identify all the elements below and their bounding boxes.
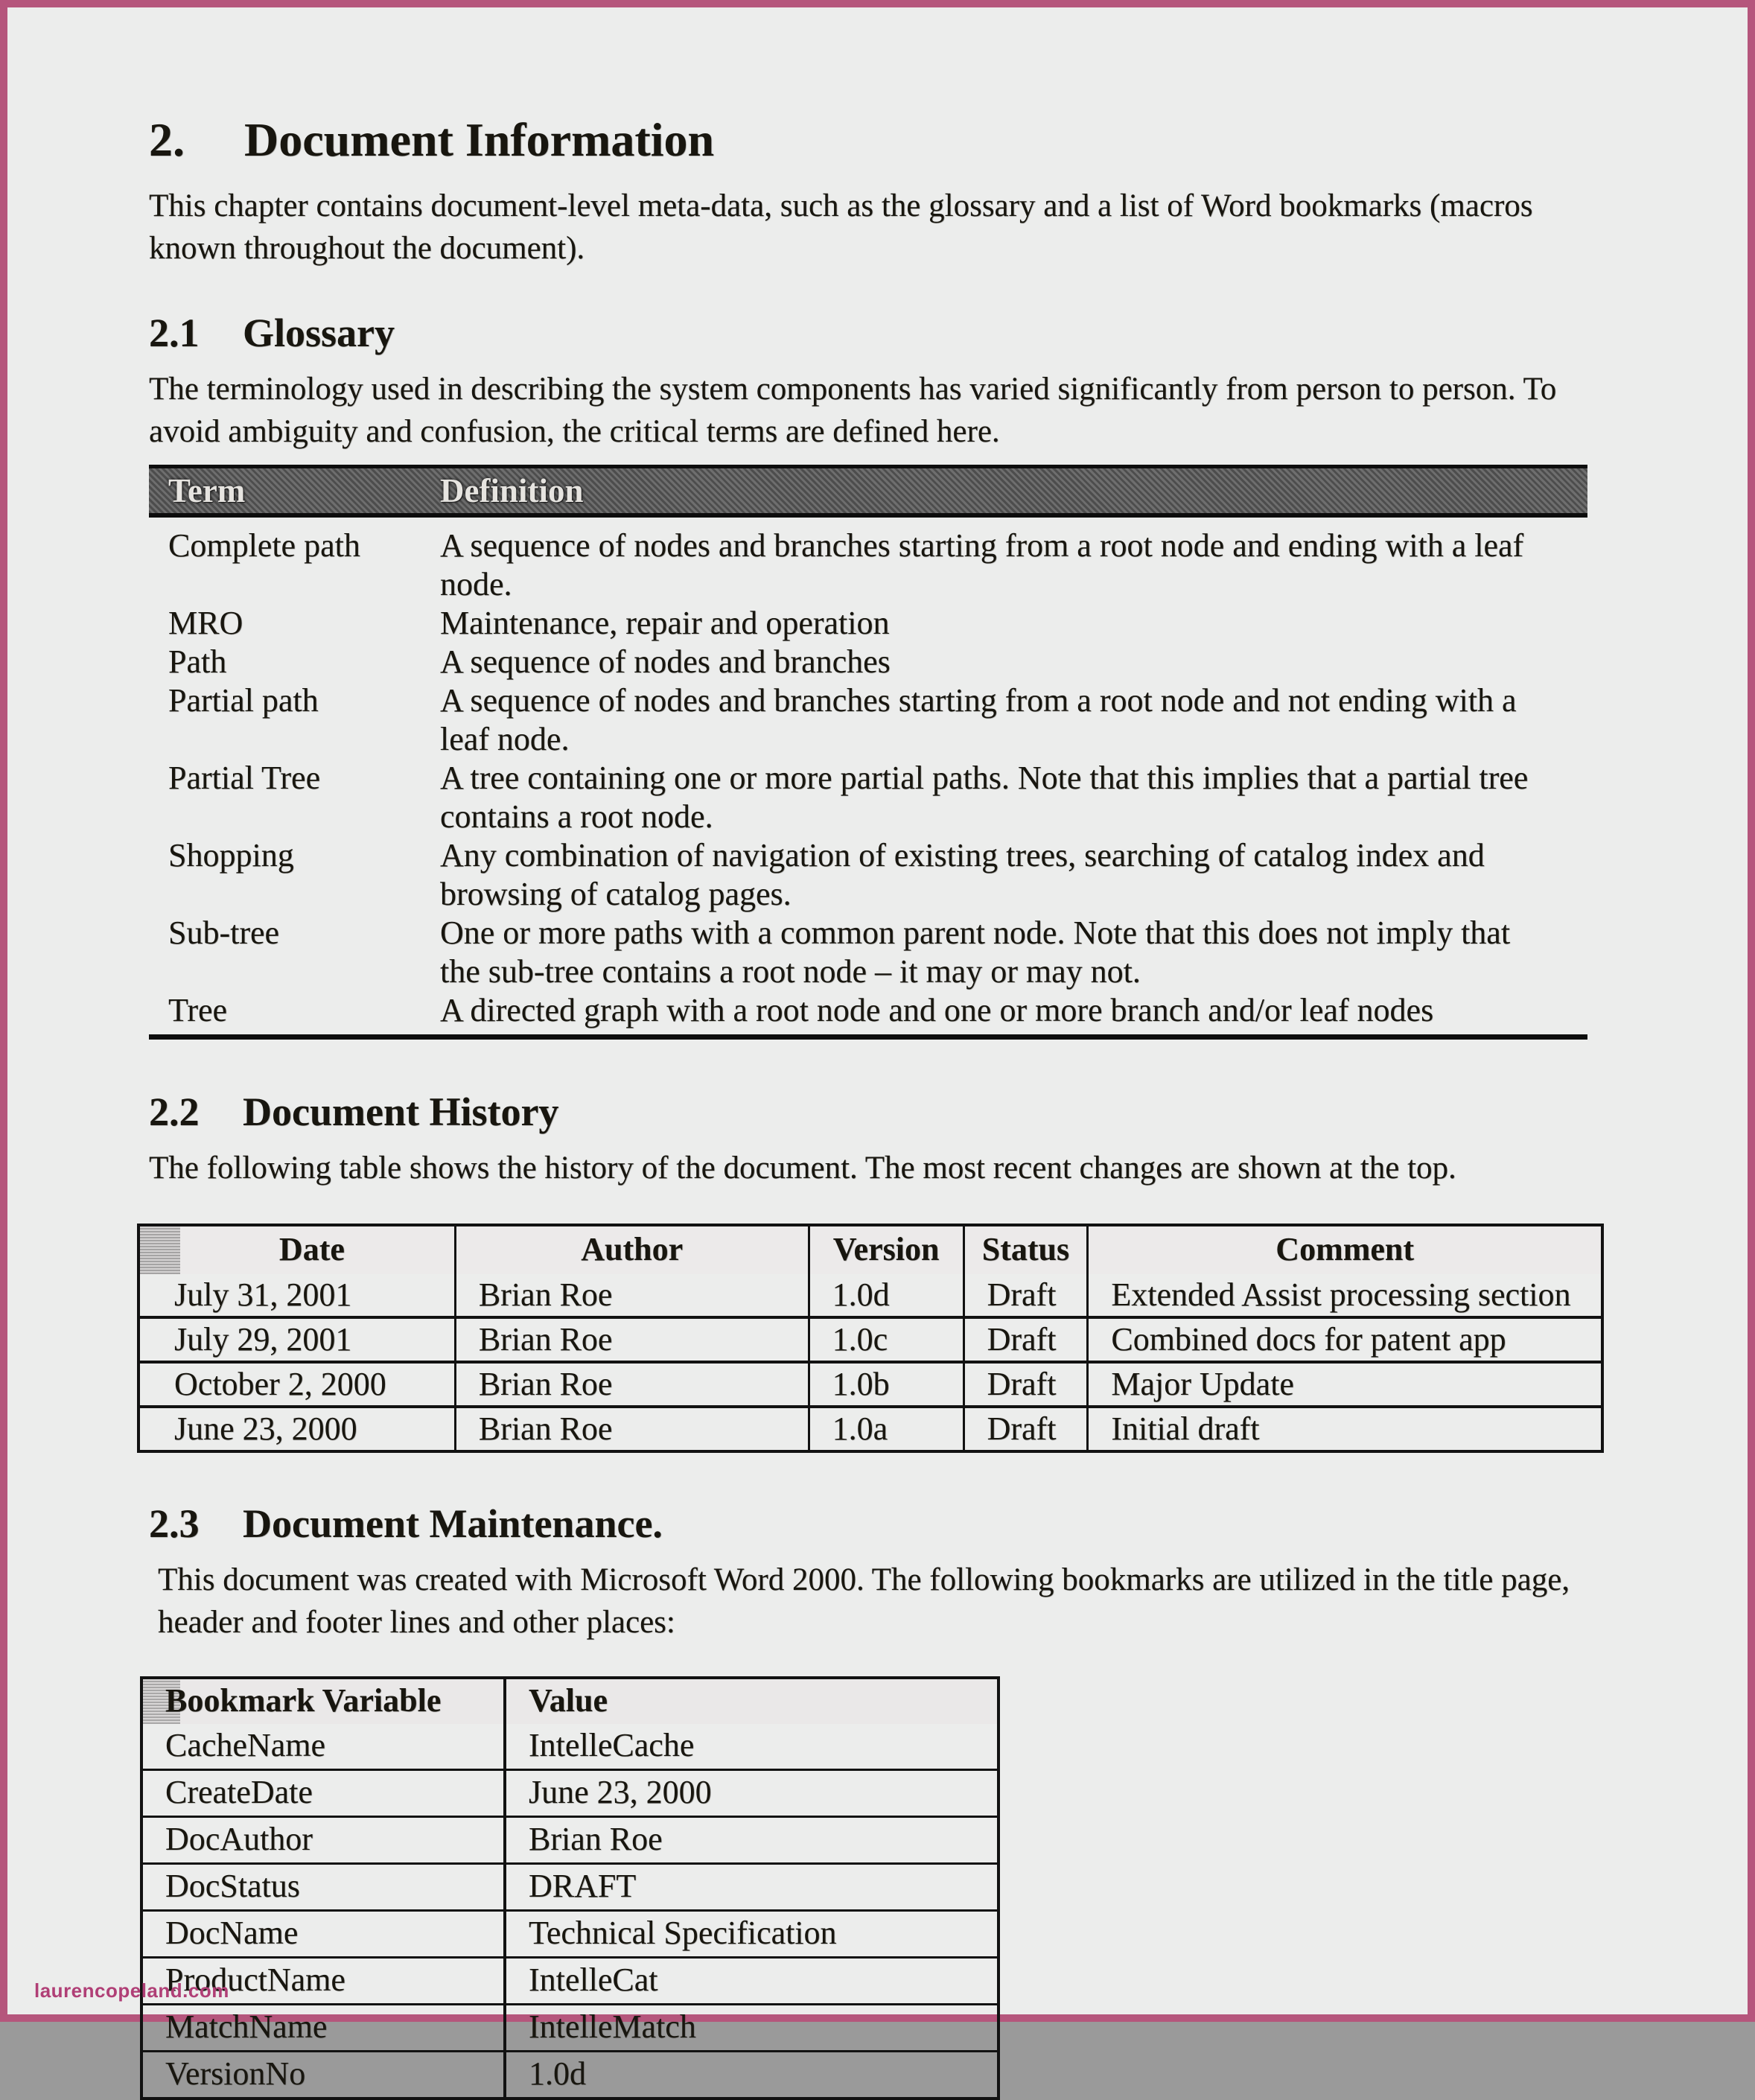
glossary-term-cell: Partial path bbox=[168, 682, 319, 719]
history-table-body bbox=[140, 1274, 1601, 1450]
glossary-table-body bbox=[149, 518, 1587, 1030]
history-author-cell: Brian Roe bbox=[454, 1408, 808, 1450]
bookmark-row bbox=[143, 1769, 997, 1816]
glossary-row bbox=[149, 914, 1587, 991]
bookmark-value-cell: 1.0d bbox=[503, 2052, 997, 2097]
glossary-row bbox=[149, 759, 1587, 836]
history-header-date: Date bbox=[140, 1226, 454, 1274]
chapter-number: 2. bbox=[149, 113, 185, 166]
bookmark-variable-cell: DocStatus bbox=[165, 1868, 300, 1904]
history-status-cell: Draft bbox=[963, 1408, 1087, 1450]
glossary-row bbox=[149, 991, 1587, 1030]
section-title-maintenance: Document Maintenance. bbox=[243, 1501, 663, 1546]
glossary-term-cell: Path bbox=[168, 643, 227, 680]
section-number-glossary: 2.1 bbox=[149, 311, 200, 355]
glossary-definition-cell: A sequence of nodes and branches starting from a root node and ending with a leaf node. bbox=[440, 527, 1524, 602]
bookmark-header-variable: Bookmark Variable bbox=[143, 1679, 503, 1724]
section-heading-history bbox=[149, 1087, 1587, 1136]
history-comment-cell: Initial draft bbox=[1086, 1408, 1601, 1450]
glossary-term-cell: Shopping bbox=[168, 837, 294, 874]
chapter-intro-paragraph: This chapter contains document-level meta-data, such as the glossary and a list of Word bookmarks (macros known throughout the document). bbox=[149, 188, 1533, 266]
history-status-cell: Draft bbox=[963, 1319, 1087, 1361]
bookmark-header-value: Value bbox=[503, 1679, 997, 1724]
section-number-history: 2.2 bbox=[149, 1089, 200, 1134]
history-version-cell: 1.0a bbox=[808, 1408, 963, 1450]
bookmark-row bbox=[143, 1816, 997, 1862]
bookmark-variable-cell: ProductName bbox=[165, 1961, 345, 1998]
bookmark-value-cell: IntelleMatch bbox=[503, 2005, 997, 2050]
history-status-cell: Draft bbox=[963, 1274, 1087, 1316]
glossary-definition-cell: A directed graph with a root node and one or more branch and/or leaf nodes bbox=[440, 992, 1434, 1028]
history-author-cell: Brian Roe bbox=[454, 1364, 808, 1405]
glossary-definition-cell: A sequence of nodes and branches starting from a root node and not ending with a leaf node. bbox=[440, 682, 1517, 757]
glossary-table-header bbox=[149, 465, 1587, 518]
history-version-cell: 1.0d bbox=[808, 1274, 963, 1316]
bookmark-row bbox=[143, 2003, 997, 2050]
history-date-cell: October 2, 2000 bbox=[174, 1366, 386, 1402]
glossary-definition-cell: A sequence of nodes and branches bbox=[440, 643, 891, 680]
history-version-cell: 1.0b bbox=[808, 1364, 963, 1405]
bookmark-value-cell: IntelleCat bbox=[503, 1959, 997, 2003]
bookmark-table bbox=[140, 1676, 1000, 2100]
history-comment-cell: Major Update bbox=[1086, 1364, 1601, 1405]
bookmark-value-cell: IntelleCache bbox=[503, 1724, 997, 1769]
history-date-cell: July 31, 2001 bbox=[174, 1276, 352, 1313]
bookmark-value-cell: Brian Roe bbox=[503, 1818, 997, 1862]
history-intro-paragraph: The following table shows the history of the document. The most recent changes are shown at the top. bbox=[149, 1151, 1456, 1186]
bookmark-row bbox=[143, 1862, 997, 1909]
glossary-term-cell: Partial Tree bbox=[168, 760, 321, 796]
glossary-intro-paragraph: The terminology used in describing the system components has varied significantly from person to person. To avoid ambiguity and confusion, the critical terms are defined here. bbox=[149, 372, 1557, 449]
glossary-row bbox=[149, 604, 1587, 643]
glossary-row bbox=[149, 681, 1587, 759]
history-version-cell: 1.0c bbox=[808, 1319, 963, 1361]
glossary-header-definition: Definition bbox=[440, 472, 584, 509]
glossary-row bbox=[149, 526, 1587, 604]
glossary-definition-cell: A tree containing one or more partial paths. Note that this implies that a partial tree contains a root node. bbox=[440, 760, 1529, 835]
watermark-text: laurencopeland.com bbox=[34, 1979, 229, 2002]
bookmark-variable-cell: DocName bbox=[165, 1915, 299, 1951]
bookmark-value-cell: Technical Specification bbox=[503, 1912, 997, 1956]
history-header-status: Status bbox=[963, 1226, 1087, 1274]
bookmark-variable-cell: CacheName bbox=[165, 1727, 325, 1763]
chapter-title bbox=[149, 112, 1587, 168]
history-row bbox=[140, 1274, 1601, 1316]
history-row bbox=[140, 1405, 1601, 1450]
history-author-cell: Brian Roe bbox=[454, 1274, 808, 1316]
history-author-cell: Brian Roe bbox=[454, 1319, 808, 1361]
bookmark-row bbox=[143, 2050, 997, 2097]
bookmark-variable-cell: CreateDate bbox=[165, 1774, 313, 1810]
history-comment-cell: Combined docs for patent app bbox=[1086, 1319, 1601, 1361]
history-header-author: Author bbox=[454, 1226, 808, 1274]
bookmark-variable-cell: MatchName bbox=[165, 2008, 328, 2045]
section-number-maintenance: 2.3 bbox=[149, 1501, 200, 1546]
history-row bbox=[140, 1316, 1601, 1361]
history-table bbox=[137, 1224, 1604, 1453]
history-comment-cell: Extended Assist processing section bbox=[1086, 1274, 1601, 1316]
bookmark-value-cell: DRAFT bbox=[503, 1865, 997, 1909]
chapter-title-text: Document Information bbox=[244, 113, 715, 166]
history-date-cell: July 29, 2001 bbox=[174, 1321, 352, 1358]
section-title-glossary: Glossary bbox=[243, 311, 395, 355]
glossary-table bbox=[149, 465, 1587, 1040]
glossary-header-term: Term bbox=[168, 472, 246, 509]
maintenance-intro-paragraph: This document was created with Microsoft Word 2000. The following bookmarks are utilized in the title page, header and footer lines and other places: bbox=[158, 1562, 1570, 1640]
bookmark-row bbox=[143, 1724, 997, 1769]
glossary-definition-cell: One or more paths with a common parent node. Note that this does not imply that the sub-tree contains a root node – it may or may not. bbox=[440, 914, 1511, 990]
glossary-term-cell: Complete path bbox=[168, 527, 360, 564]
bookmark-table-header-row bbox=[143, 1679, 997, 1724]
glossary-term-cell: Tree bbox=[168, 992, 228, 1028]
bookmark-value-cell: June 23, 2000 bbox=[503, 1771, 997, 1816]
section-title-history: Document History bbox=[243, 1089, 559, 1134]
bookmark-table-body bbox=[143, 1724, 997, 2097]
history-header-comment: Comment bbox=[1086, 1226, 1601, 1274]
glossary-definition-cell: Any combination of navigation of existing trees, searching of catalog index and browsing of catalog pages. bbox=[440, 837, 1485, 912]
history-header-version: Version bbox=[808, 1226, 963, 1274]
history-table-header-row bbox=[140, 1226, 1601, 1274]
bookmark-row bbox=[143, 1909, 997, 1956]
bookmark-row bbox=[143, 1956, 997, 2003]
history-row bbox=[140, 1361, 1601, 1405]
glossary-term-cell: MRO bbox=[168, 605, 243, 641]
history-status-cell: Draft bbox=[963, 1364, 1087, 1405]
glossary-row bbox=[149, 643, 1587, 681]
glossary-definition-cell: Maintenance, repair and operation bbox=[440, 605, 890, 641]
glossary-row bbox=[149, 836, 1587, 914]
section-heading-glossary bbox=[149, 308, 1587, 357]
bookmark-variable-cell: DocAuthor bbox=[165, 1821, 313, 1857]
bookmark-variable-cell: VersionNo bbox=[165, 2055, 306, 2092]
page-content bbox=[7, 112, 1748, 2100]
history-date-cell: June 23, 2000 bbox=[174, 1410, 357, 1447]
section-heading-maintenance bbox=[149, 1499, 1587, 1548]
glossary-term-cell: Sub-tree bbox=[168, 914, 280, 951]
